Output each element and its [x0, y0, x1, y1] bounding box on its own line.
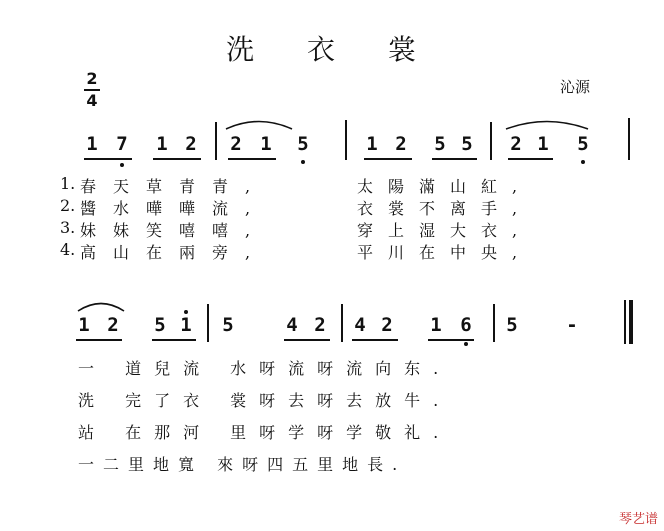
lyric-row: 一 道兒流 水呀流呀流向东.	[78, 359, 452, 378]
note: 5	[434, 133, 446, 155]
song-source: 沁源	[560, 78, 591, 96]
note: 2	[510, 133, 522, 155]
note: 1	[78, 314, 90, 336]
note: 2	[381, 314, 393, 336]
note: 1	[366, 133, 378, 155]
lyric-verse-number: 4.	[60, 240, 76, 259]
note: 5	[506, 314, 518, 336]
note: -	[566, 314, 578, 336]
lyric-left: 春天草青青,	[80, 177, 268, 196]
note: 5	[297, 133, 309, 155]
barline	[215, 122, 217, 160]
note: 2	[395, 133, 407, 155]
slur	[76, 298, 126, 312]
beam-underline	[152, 339, 196, 341]
slur	[224, 116, 294, 130]
beam-underline	[432, 158, 477, 160]
barline	[345, 120, 347, 160]
beam-underline	[153, 158, 201, 160]
note: 6	[460, 314, 472, 336]
note: 5	[577, 133, 589, 155]
slur	[504, 116, 590, 130]
note: 4	[354, 314, 366, 336]
note: 7	[116, 133, 128, 155]
lyric-right: 衣裳不离手,	[357, 199, 533, 218]
barline	[490, 122, 492, 160]
final-barline-thin	[624, 300, 626, 344]
lower-octave-dot	[581, 160, 585, 164]
note: 1	[156, 133, 168, 155]
time-signature-bottom: 4	[86, 91, 98, 110]
lower-octave-dot	[301, 160, 305, 164]
page-title: 洗 衣 裳	[226, 33, 438, 66]
note: 5	[154, 314, 166, 336]
beam-underline	[284, 339, 330, 341]
lyric-left: 高山在兩旁,	[80, 243, 268, 262]
barline	[628, 118, 630, 160]
beam-underline	[508, 158, 553, 160]
lyric-verse-number: 1.	[60, 174, 76, 193]
beam-underline	[84, 158, 132, 160]
note: 1	[86, 133, 98, 155]
note: 1	[260, 133, 272, 155]
final-barline-thick	[629, 300, 633, 344]
note: 2	[107, 314, 119, 336]
lower-octave-dot	[120, 163, 124, 167]
note: 1	[180, 314, 192, 336]
upper-octave-dot	[184, 310, 188, 314]
note: 2	[314, 314, 326, 336]
beam-underline	[364, 158, 412, 160]
time-signature	[84, 70, 100, 110]
beam-underline	[228, 158, 276, 160]
note: 5	[222, 314, 234, 336]
beam-underline	[76, 339, 122, 341]
lyric-right: 平川在中央,	[357, 243, 533, 262]
barline	[207, 304, 209, 342]
note: 5	[461, 133, 473, 155]
time-signature-top: 2	[86, 69, 98, 88]
beam-underline	[428, 339, 474, 341]
lyric-right: 穿上湿大衣,	[357, 221, 533, 240]
beam-underline	[352, 339, 398, 341]
lyric-right: 太陽滿山紅,	[357, 177, 533, 196]
barline	[493, 304, 495, 342]
lyric-row: 站 在那河 里呀学呀学敬礼.	[78, 423, 452, 442]
lower-octave-dot	[464, 342, 468, 346]
lyric-left: 醬水嘩嘩流,	[80, 199, 268, 218]
barline	[341, 304, 343, 342]
watermark-logo: 琴艺谱	[618, 512, 658, 527]
lyric-verse-number: 2.	[60, 196, 76, 215]
note: 2	[185, 133, 197, 155]
note: 2	[230, 133, 242, 155]
note: 4	[286, 314, 298, 336]
lyric-verse-number: 3.	[60, 218, 76, 237]
lyric-row: 一二里地寬 來呀四五里地長.	[78, 455, 407, 474]
note: 1	[430, 314, 442, 336]
lyric-left: 妹妹笑嘻嘻,	[80, 221, 268, 240]
lyric-row: 洗 完了衣 裳呀去呀去放牛.	[78, 391, 452, 410]
note: 1	[537, 133, 549, 155]
